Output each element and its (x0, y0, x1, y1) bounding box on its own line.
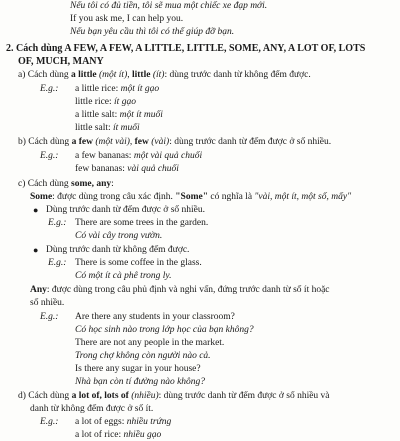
term: few (134, 137, 149, 147)
text: a lot of eggs: (75, 417, 127, 427)
example-line (75, 259, 202, 269)
term: "Some" (175, 192, 208, 202)
text: There are not any people in the market. (75, 338, 225, 348)
example-line (75, 326, 254, 336)
text: If you ask me, I can help you. (70, 14, 184, 24)
text: nhiều trứng (126, 417, 172, 427)
text: : dùng trước danh từ không đếm được. (164, 70, 311, 80)
text: little salt: (75, 123, 113, 133)
subsection-b (18, 138, 331, 148)
bullet-line (46, 246, 189, 256)
text: E.g.: (40, 417, 59, 427)
example-line (75, 85, 159, 95)
top-line-3 (70, 28, 234, 38)
text: There is some coffee in the glass. (75, 258, 202, 268)
example-line (75, 219, 208, 229)
text: c) Cách dùng (18, 179, 72, 189)
text: few bananas: (75, 164, 128, 174)
text: vài quả chuối (127, 164, 179, 174)
text: Trong chợ không còn người nào cả. (75, 351, 211, 361)
text: E.g.: (48, 218, 67, 228)
text: little rice: (75, 97, 115, 107)
section-heading-cont (18, 57, 104, 67)
text: Nếu bạn yêu cầu thì tôi có thể giúp đỡ bạn. (70, 27, 235, 37)
example-line (75, 165, 179, 175)
term: Any (30, 285, 47, 295)
bullet-line (46, 206, 205, 216)
example-line (75, 365, 201, 375)
text: nhiều gạo (123, 430, 162, 440)
text: một vài quả chuối (133, 151, 203, 161)
term: a lot of, lots of (71, 391, 129, 401)
meaning: "vài, một ít, một số, mấy" (254, 192, 352, 202)
term: little (131, 70, 151, 80)
example-line (75, 418, 171, 428)
example-line (75, 98, 136, 108)
gloss: (nhiều) (128, 391, 159, 401)
gloss: (vài) (148, 137, 170, 147)
eg-label (40, 85, 58, 95)
bullet-icon: ● (33, 205, 39, 215)
gloss: (ít) (150, 70, 165, 80)
text: Có học sinh nào trong lớp học của bạn không? (75, 325, 254, 335)
heading-text: 2. Cách dùng A FEW, A FEW, A LITTLE, LITTLE, SOME, ANY, A LOT OF, LOTS (6, 43, 366, 54)
eg-label (48, 259, 66, 269)
example-line (75, 431, 161, 441)
term: a little (71, 70, 97, 80)
text: , (127, 70, 132, 80)
gloss: (một ít) (96, 70, 128, 80)
text: Có một ít cà phê trong ly. (75, 271, 172, 281)
section-heading (6, 44, 365, 54)
any-definition-cont (30, 299, 64, 309)
text: : dùng trước danh từ đếm được ở số nhiều. (169, 137, 332, 147)
example-line (75, 352, 211, 362)
text: a little salt: (75, 110, 120, 120)
text: : được dùng trong câu xác định. (52, 192, 176, 202)
term: a few (71, 137, 93, 147)
example-line (75, 339, 224, 349)
example-line (75, 313, 235, 323)
text: một ít muối (119, 110, 163, 120)
example-line (75, 111, 163, 121)
bullet-icon: ● (33, 245, 39, 255)
gloss: (một vài) (92, 137, 130, 147)
term: some, any (71, 179, 112, 189)
subsection-a (18, 71, 311, 81)
example-line (75, 152, 202, 162)
eg-label (40, 313, 58, 323)
eg-label (40, 152, 58, 162)
top-line-1 (70, 2, 267, 12)
text: E.g.: (40, 151, 59, 161)
text: : (111, 179, 114, 189)
heading-text: OF, MUCH, MANY (18, 56, 104, 67)
text: : được dùng trong câu phủ định và nghi vấn, đứng trước danh từ số ít hoặc (46, 285, 330, 295)
example-line (75, 232, 162, 242)
some-definition (30, 193, 351, 203)
subsection-d-cont (30, 405, 153, 415)
subsection-c (18, 180, 114, 190)
text: b) Cách dùng (18, 137, 72, 147)
example-line (75, 378, 205, 388)
top-line-2 (70, 15, 183, 25)
text: ít muối (113, 123, 140, 133)
text: E.g.: (48, 258, 67, 268)
text: There are some trees in the garden. (75, 218, 209, 228)
text: Nếu tôi có đủ tiền, tôi sẽ mua một chiếc xe đạp mới. (70, 1, 268, 11)
text: có nghĩa là (207, 192, 255, 202)
text: E.g.: (40, 312, 59, 322)
text: Dùng trước danh từ không đếm được. (46, 245, 190, 255)
eg-label (40, 418, 58, 428)
text: a little rice: (75, 84, 121, 94)
text: danh từ không đếm được ở số ít. (30, 404, 154, 414)
term: Some (30, 192, 53, 202)
any-definition (30, 286, 330, 296)
text: E.g.: (40, 84, 59, 94)
text: a) Cách dùng (18, 70, 72, 80)
text: d) Cách dùng (18, 391, 72, 401)
text: , (129, 137, 135, 147)
text: : dùng trước danh từ đếm được ở số nhiều và (158, 391, 330, 401)
text: một ít gạo (120, 84, 160, 94)
example-line (75, 272, 172, 282)
text: Is there any sugar in your house? (75, 364, 201, 374)
text: a few bananas: (75, 151, 134, 161)
text: Dùng trước danh từ đếm được ở số nhiều. (46, 205, 206, 215)
text: số nhiều. (30, 298, 65, 308)
text: Có vài cây trong vườn. (75, 231, 163, 241)
text: Nhà bạn còn tí đường nào không? (75, 377, 206, 387)
text: ít gạo (114, 97, 136, 107)
example-line (75, 124, 140, 134)
eg-label (48, 219, 66, 229)
text: Are there any students in your classroom? (75, 312, 235, 322)
subsection-d (18, 392, 330, 402)
text: a lot of rice: (75, 430, 124, 440)
